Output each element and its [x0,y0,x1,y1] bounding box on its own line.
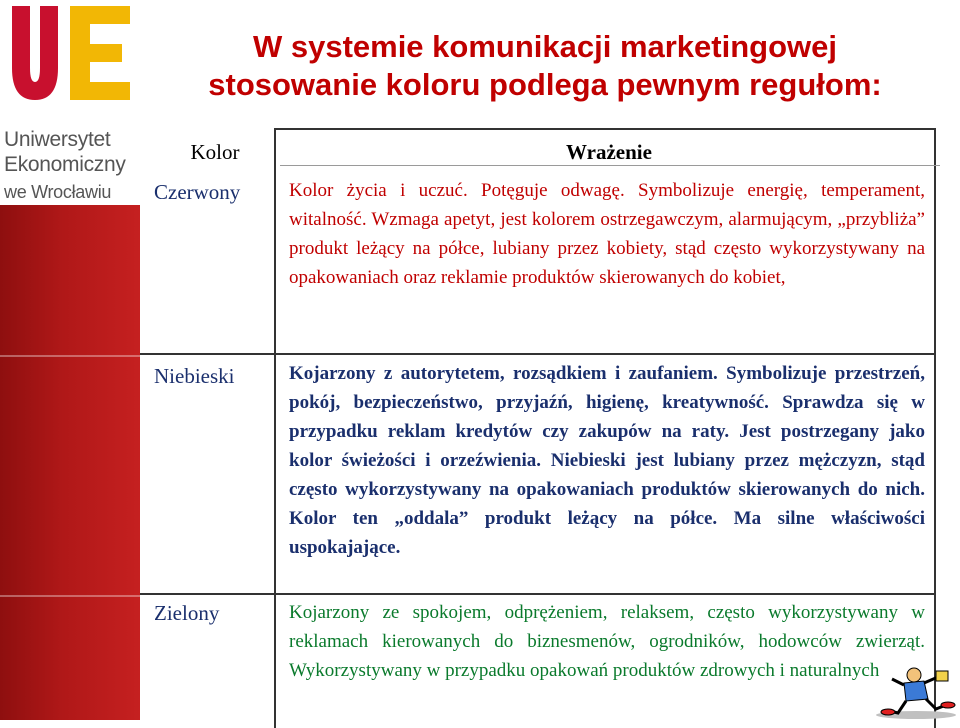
color-name-red: Czerwony [154,180,241,204]
logo-text-line1: Uniwersytet [4,128,111,151]
logo-text-line2: Ekonomiczny [4,153,126,176]
table-top-border [274,128,936,130]
color-impression-table [140,128,942,728]
description-blue: Kojarzony z autorytetem, rozsądkiem i zaufaniem. Symbolizuje przestrzeń, pokój, bezpieczeństwo, przyjaźń, higienę, kreatywność. Sprawdza się w przypadku reklam kredytów czy zakupów na raty. Jest postrzegany jako kolor świeżości i orzeźwienia. Niebieski jest lubiany przez mężczyzn, stąd często wykorzystywany na opakowaniach produktów skierowanych do nich. Kolor ten „oddala” produkt leżący na półce. Ma silne właściwości uspokajające. [289,363,925,558]
university-logo [0,0,150,205]
row-divider [140,593,936,595]
row-divider [140,353,936,355]
logo-text-line3: we Wrocławiu [4,182,112,202]
header-color: Kolor [190,140,240,164]
slide-title [150,28,940,104]
slide-title-line1: W systemie komunikacji marketingowej [252,29,838,64]
color-name-green: Zielony [154,601,220,625]
running-figure-clipart [868,635,960,720]
logo-letter-u [8,6,62,100]
color-name-blue: Niebieski [154,364,235,388]
slide-title-line2: stosowanie koloru podlega pewnym regułom: [208,67,882,102]
header-underline [280,165,940,166]
logo-letter-e [70,6,132,100]
table-column-divider [274,128,276,728]
header-impression: Wrażenie [566,140,652,164]
description-red: Kolor życia i uczuć. Potęguje odwagę. Symbolizuje energię, temperament, witalność. Wzmaga apetyt, jest kolorem ostrzegawczym, alarmującym, „przybliża” produkt leżący na półce, lubiany przez kobiety, stąd często wykorzystywany na opakowaniach oraz reklamie produktów skierowanych do kobiet, [289,180,925,288]
description-green: Kojarzony ze spokojem, odprężeniem, relaksem, często wykorzystywany w reklamach kierowanych do biznesmenów, ogrodników, hodowców zwierząt. Wykorzystywany w przypadku opakowań produktów zdrowych i naturalnych [289,602,925,681]
side-decor-band [0,205,140,720]
